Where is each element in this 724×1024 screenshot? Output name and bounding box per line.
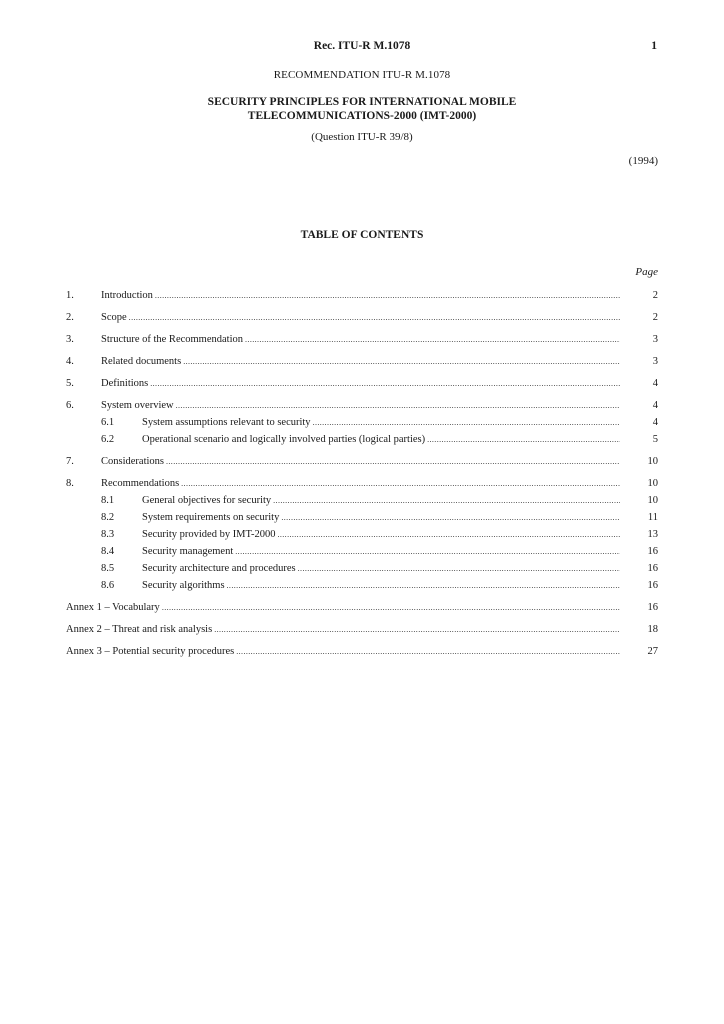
toc-leader-dots xyxy=(236,643,620,660)
toc-entry xyxy=(66,509,658,526)
toc-entry-number: 8.5 xyxy=(101,563,115,574)
toc-entry-number: 8.4 xyxy=(101,546,115,557)
toc-entry-label: Annex 2 – Threat and risk analysis xyxy=(66,624,213,635)
toc-entry-label: System overview xyxy=(101,400,174,411)
toc-entry xyxy=(66,643,658,660)
toc-entry-label: Security algorithms xyxy=(142,580,225,591)
toc-entry xyxy=(66,375,658,392)
header-title: Rec. ITU-R M.1078 xyxy=(313,40,411,52)
toc-entry-page: 13 xyxy=(647,529,658,540)
toc-entry-number: 6. xyxy=(66,400,74,411)
year: (1994) xyxy=(628,155,658,167)
title-line-1: SECURITY PRINCIPLES FOR INTERNATIONAL MOBILE xyxy=(207,96,517,108)
toc-entry-number: 1. xyxy=(66,290,74,301)
toc-leader-dots xyxy=(176,397,620,414)
toc-entry-label: General objectives for security xyxy=(142,495,272,506)
toc-entry-number: 8.2 xyxy=(101,512,115,523)
toc-entry-number: 4. xyxy=(66,356,74,367)
toc-entry-number: 8. xyxy=(66,478,74,489)
page-column-label: Page xyxy=(635,266,658,278)
toc-entry-page: 16 xyxy=(647,602,658,613)
toc-entry-number: 8.3 xyxy=(101,529,115,540)
toc-entry-page: 11 xyxy=(647,512,658,523)
toc-entry-label: Related documents xyxy=(101,356,182,367)
toc-leader-dots xyxy=(427,431,620,448)
toc-entry-page: 27 xyxy=(647,646,658,657)
toc-entry-label: Introduction xyxy=(101,290,153,301)
toc-entry-number: 2. xyxy=(66,312,74,323)
toc-leader-dots xyxy=(162,599,620,616)
toc-entry-label: Considerations xyxy=(101,456,164,467)
toc-leader-dots xyxy=(313,414,620,431)
toc-entry xyxy=(66,309,658,326)
toc-entry xyxy=(66,397,658,414)
toc-entry-number: 8.1 xyxy=(101,495,115,506)
toc-entry xyxy=(66,453,658,470)
toc-leader-dots xyxy=(281,509,620,526)
toc-entry-label: Security architecture and procedures xyxy=(142,563,296,574)
toc-entry xyxy=(66,621,658,638)
toc-leader-dots xyxy=(129,309,620,326)
toc-entry xyxy=(66,577,658,594)
toc-leader-dots xyxy=(245,331,620,348)
toc-entry-label: Scope xyxy=(101,312,127,323)
document-title xyxy=(0,95,724,123)
toc-leader-dots xyxy=(155,287,620,304)
toc-entry-page: 2 xyxy=(652,290,658,301)
toc-entry-page: 4 xyxy=(652,417,658,428)
toc-entry-page: 18 xyxy=(647,624,658,635)
toc-entry xyxy=(66,599,658,616)
toc-entry-page: 5 xyxy=(652,434,658,445)
toc-entry xyxy=(66,353,658,370)
toc-entry-label: Security management xyxy=(142,546,234,557)
toc-entry-number: 8.6 xyxy=(101,580,115,591)
toc-entry-label: System requirements on security xyxy=(142,512,280,523)
toc-entry xyxy=(66,331,658,348)
toc-entry-page: 3 xyxy=(652,334,658,345)
header-page-number: 1 xyxy=(651,40,657,52)
toc-entry-label: System assumptions relevant to security xyxy=(142,417,311,428)
toc-title: TABLE OF CONTENTS xyxy=(300,229,424,241)
toc-leader-dots xyxy=(166,453,620,470)
toc-entry-page: 16 xyxy=(647,563,658,574)
toc-leader-dots xyxy=(235,543,620,560)
toc-entry-number: 5. xyxy=(66,378,74,389)
toc-entry xyxy=(66,475,658,492)
toc-entry-page: 4 xyxy=(652,378,658,389)
toc-entry-page: 16 xyxy=(647,546,658,557)
toc-entry xyxy=(66,543,658,560)
toc-entry xyxy=(66,431,658,448)
toc-entry xyxy=(66,526,658,543)
toc-leader-dots xyxy=(181,475,620,492)
toc-entry-page: 2 xyxy=(652,312,658,323)
toc-entry-label: Annex 1 – Vocabulary xyxy=(66,602,160,613)
toc-entry-number: 6.1 xyxy=(101,417,115,428)
page-header xyxy=(0,40,724,56)
toc-entry xyxy=(66,414,658,431)
toc-leader-dots xyxy=(183,353,620,370)
toc-leader-dots xyxy=(277,526,620,543)
toc-entry-label: Security provided by IMT-2000 xyxy=(142,529,276,540)
toc-entry-label: Operational scenario and logically involved parties (logical parties) xyxy=(142,434,426,445)
toc-entry-page: 4 xyxy=(652,400,658,411)
recommendation-line: RECOMMENDATION ITU-R M.1078 xyxy=(273,69,451,81)
title-line-2: TELECOMMUNICATIONS-2000 (IMT-2000) xyxy=(247,110,477,122)
toc-entry-page: 10 xyxy=(647,478,658,489)
question-reference: (Question ITU-R 39/8) xyxy=(311,131,413,143)
toc-leader-dots xyxy=(150,375,620,392)
toc-entry xyxy=(66,492,658,509)
toc-entry-label: Structure of the Recommendation xyxy=(101,334,244,345)
toc-entry-page: 10 xyxy=(647,495,658,506)
toc-leader-dots xyxy=(273,492,620,509)
toc-leader-dots xyxy=(298,560,620,577)
toc-entry-page: 10 xyxy=(647,456,658,467)
toc-entry-number: 7. xyxy=(66,456,74,467)
table-of-contents xyxy=(66,287,658,660)
toc-entry-number: 3. xyxy=(66,334,74,345)
toc-entry-page: 16 xyxy=(647,580,658,591)
toc-entry xyxy=(66,287,658,304)
toc-entry-label: Annex 3 – Potential security procedures xyxy=(66,646,235,657)
toc-entry-label: Recommendations xyxy=(101,478,180,489)
toc-entry xyxy=(66,560,658,577)
toc-entry-label: Definitions xyxy=(101,378,149,389)
toc-leader-dots xyxy=(227,577,620,594)
toc-leader-dots xyxy=(214,621,620,638)
toc-entry-number: 6.2 xyxy=(101,434,115,445)
toc-entry-page: 3 xyxy=(652,356,658,367)
